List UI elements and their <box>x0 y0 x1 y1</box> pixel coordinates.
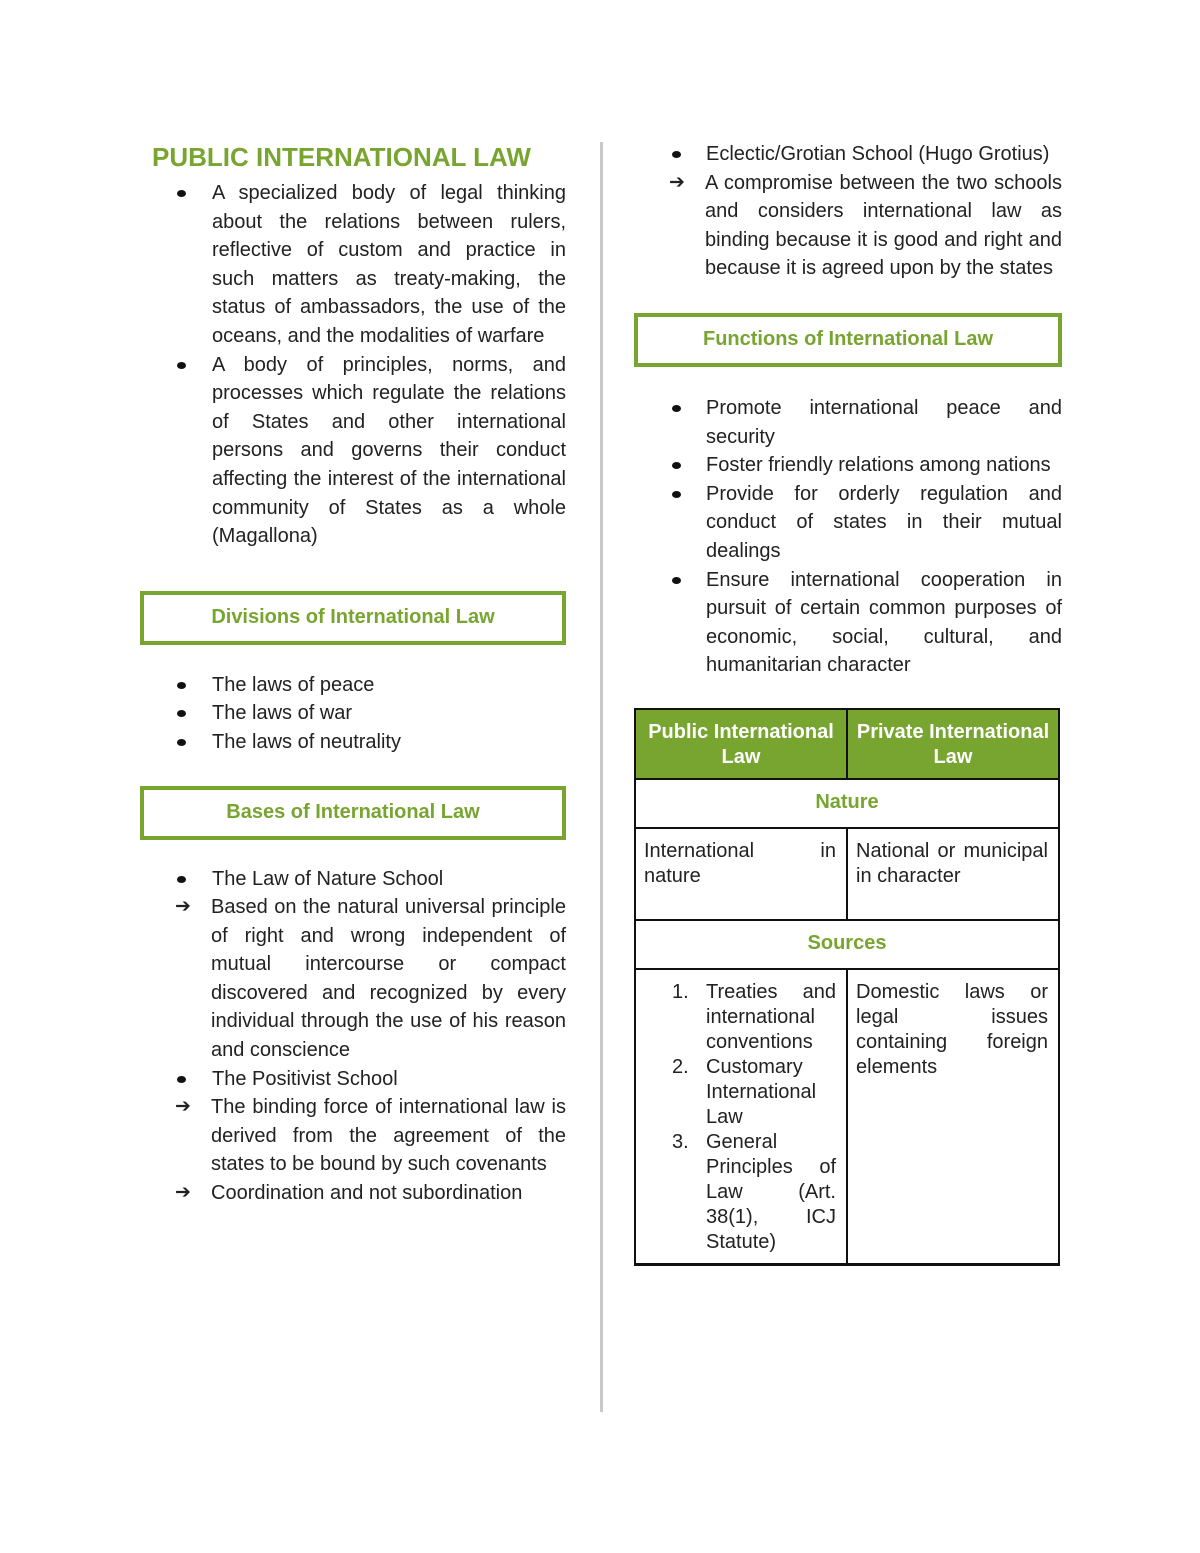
column-divider <box>600 142 603 1412</box>
sources-public <box>635 969 847 1265</box>
list-item: A specialized body of legal thinking about the relations between rulers, reflective of custom and practice in such matters as treaty-making, the status of ambassadors, the use of the oceans, and the modalities of warfare <box>140 179 566 351</box>
divisions-list <box>140 671 566 757</box>
definition-list <box>140 179 566 551</box>
list-item: 2. Customary International Law <box>672 1055 817 1128</box>
functions-heading: Functions of International Law <box>634 313 1062 367</box>
page-title: PUBLIC INTERNATIONAL LAW <box>152 142 531 172</box>
right-column <box>634 140 1062 1266</box>
sub-list <box>140 893 566 1065</box>
bases-heading: Bases of International Law <box>140 786 566 840</box>
arrow-icon: ➔ <box>175 1096 191 1118</box>
sub-list <box>634 169 1062 283</box>
left-column <box>140 142 566 1208</box>
list-item: A body of principles, norms, and processes which regulate the relations of States and other international persons and governs their conduct affecting the interest of the international community of States as a whole (Magallona) <box>140 351 566 551</box>
sub-list-item: ➔ Based on the natural universal principle of right and wrong independent of mutual intercourse or compact discovered and recognized by every individual through the use of his reason and conscience <box>140 893 566 1065</box>
school-name: The Positivist School <box>212 1067 398 1090</box>
sub-list <box>140 1093 566 1207</box>
sources-list <box>636 980 836 1255</box>
list-item: Promote international peace and security <box>634 394 1062 451</box>
list-item: Foster friendly relations among nations <box>634 451 1062 480</box>
list-item: Provide for orderly regulation and conduct of states in their mutual dealings <box>634 480 1062 566</box>
list-item: 1. Treaties and international conventions <box>672 980 836 1053</box>
sub-list-item: ➔ The binding force of international law is derived from the agreement of the states to be bound by such covenants <box>140 1093 566 1179</box>
list-item: The laws of neutrality <box>140 728 566 757</box>
table-header-public: Public International Law <box>635 709 847 779</box>
list-item: Ensure international cooperation in pursuit of certain common purposes of economic, social, cultural, and humanitarian character <box>634 566 1062 680</box>
sub-list-item: ➔ A compromise between the two schools and considers international law as binding because it is good and right and because it is agreed upon by the states <box>634 169 1062 283</box>
list-item: The laws of war <box>140 699 566 728</box>
schools-list <box>140 865 566 1208</box>
table-header-private: Private International Law <box>847 709 1059 779</box>
nature-public: International in nature <box>635 828 847 920</box>
functions-list <box>634 394 1062 680</box>
arrow-icon: ➔ <box>175 1182 191 1204</box>
list-item <box>140 865 566 1065</box>
nature-private: National or municipal in character <box>847 828 1059 920</box>
sources-label: Sources <box>635 920 1059 969</box>
divisions-heading: Divisions of International Law <box>140 591 566 645</box>
list-item <box>634 140 1062 283</box>
comparison-table <box>634 708 1060 1266</box>
list-item <box>140 1065 566 1208</box>
nature-label: Nature <box>635 779 1059 828</box>
school-name: The Law of Nature School <box>212 867 444 890</box>
sub-list-item: ➔ Coordination and not subordination <box>140 1179 566 1208</box>
arrow-icon: ➔ <box>669 171 685 193</box>
arrow-icon: ➔ <box>175 896 191 918</box>
list-item: 3. General Principles of Law (Art. 38(1), ICJ Statute) <box>672 1130 836 1253</box>
school-name: Eclectic/Grotian School (Hugo Grotius) <box>706 143 1050 165</box>
sources-private: Domestic laws or legal issues containing foreign elements <box>847 969 1059 1265</box>
eclectic-list <box>634 140 1062 283</box>
list-item: The laws of peace <box>140 671 566 700</box>
